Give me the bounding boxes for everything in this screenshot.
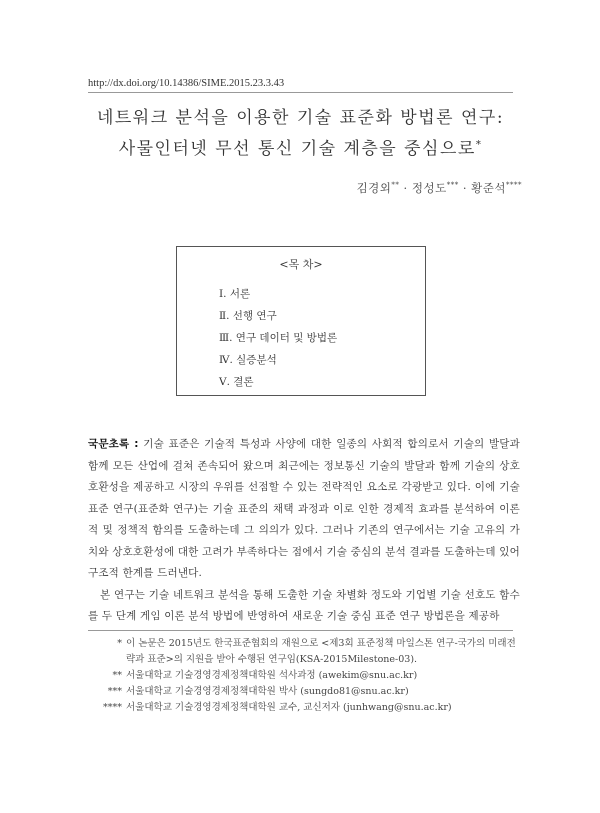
footnote-text: 이 논문은 2015년도 한국표준협회의 재원으로 <제3회 표준정책 마일스톤 연구-국가의 미래전략과 표준>의 지원을 받아 수행된 연구임(KSA-2015Milestone-03).	[126, 638, 516, 665]
footnotes	[88, 636, 518, 716]
footnote	[88, 700, 518, 716]
abstract-text: 기술 표준은 기술적 특성과 사양에 대한 일종의 사회적 합의로서 기술의 발달과 함께 모든 산업에 걸쳐 존속되어 왔으며 최근에는 정보통신 기술의 발달과 함께 기술의 상호호환성을 제공하고 시장의 우위를 선점할 수 있는 전략적인 요소로 각광받고 있다. 이에 기술 표준 연구(표준화 연구)는 기술 표준의 채택 과정과 이로 인한 경제적 효과를 분석하여 이론적 및 정책적 함의를 도출하는데 그 의의가 있다. 그러나 기존의 연구에서는 기술 고유의 가치와 상호호환성에 대한 고려가 부족하다는 점에서 기술 중심의 분석 결과를 도출하는데 있어 구조적 한계를 드러낸다.	[88, 438, 520, 579]
footnote-mark: ****	[103, 702, 122, 713]
title-line-2-text: 사물인터넷 무선 통신 기술 계층을 중심으로	[118, 139, 476, 159]
toc-list	[219, 287, 337, 397]
footnote-text: 서울대학교 기술경영경제정책대학원 교수, 교신저자 (junhwang@snu.ac.kr)	[126, 702, 452, 713]
abstract-paragraph	[88, 434, 520, 585]
toc-heading: <목 차>	[279, 258, 323, 271]
footnote-mark: **	[112, 670, 122, 681]
footnote	[88, 684, 518, 700]
author-separator: ·	[458, 181, 472, 195]
author-list	[300, 180, 522, 196]
footnote	[88, 636, 518, 668]
toc-item: Ⅳ. 실증분석	[219, 354, 277, 366]
footnote-text: 서울대학교 기술경영경제정책대학원 석사과정 (awekim@snu.ac.kr)	[126, 670, 418, 681]
footnote-text: 서울대학교 기술경영경제정책대학원 박사 (sungdo81@snu.ac.kr)	[126, 686, 409, 697]
author-mark: ****	[506, 181, 522, 190]
footnote-rule	[88, 630, 513, 631]
author-separator: ·	[399, 181, 412, 195]
author-name: 황준석	[471, 181, 506, 195]
footnote	[88, 668, 518, 684]
header-rule	[88, 92, 513, 93]
author-mark: ***	[446, 181, 459, 190]
toc-item: Ⅴ. 결론	[219, 376, 254, 388]
author-name: 정성도	[411, 181, 447, 195]
footnote-mark: ***	[107, 686, 122, 697]
footnote-mark: *	[117, 638, 122, 649]
table-of-contents	[176, 246, 426, 396]
author-name: 김경외	[356, 181, 392, 195]
abstract-paragraph: 본 연구는 기술 네트워크 분석을 통해 도출한 기술 차별화 정도와 기업별 기술 선호도 함수를 두 단계 게임 이론 분석 방법에 반영하여 새로운 기술 중심 표준 연구 방법론을 제공하	[88, 588, 520, 622]
author-mark: **	[391, 181, 400, 190]
title-footnote-mark: *	[475, 139, 483, 151]
abstract-label: 국문초록 :	[88, 438, 139, 450]
toc-item: Ⅰ. 서론	[219, 288, 251, 300]
toc-item: Ⅱ. 선행 연구	[219, 310, 277, 322]
korean-abstract	[88, 434, 520, 628]
doi-link[interactable]: http://dx.doi.org/10.14386/SIME.2015.23.3.43	[88, 78, 285, 89]
toc-item: Ⅲ. 연구 데이터 및 방법론	[219, 332, 338, 344]
title-line-2	[88, 134, 513, 159]
title-line-1: 네트워크 분석을 이용한 기술 표준화 방법론 연구:	[96, 108, 505, 128]
